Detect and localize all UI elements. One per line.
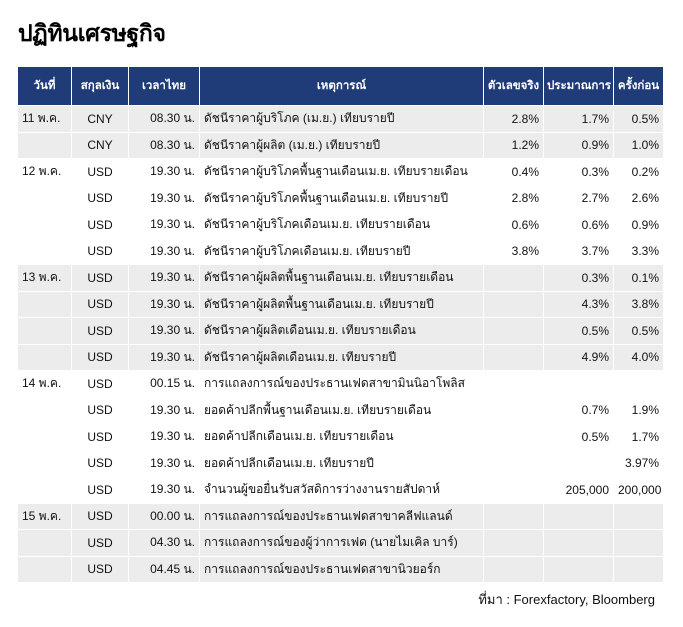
- cell-time: 04.30 น.: [128, 529, 199, 556]
- table-row: [18, 556, 663, 583]
- cell-date: [18, 423, 71, 450]
- cell-currency: USD: [71, 450, 128, 477]
- cell-forecast: 1.7%: [543, 105, 613, 132]
- cell-time: 19.30 น.: [128, 450, 199, 477]
- cell-event: ยอดค้าปลีกพื้นฐานเดือนเม.ย. เทียบรายเดือน: [199, 397, 483, 424]
- cell-previous: [613, 556, 663, 583]
- table-row: [18, 503, 663, 530]
- cell-date: [18, 185, 71, 212]
- table-row: [18, 370, 663, 397]
- cell-currency: USD: [71, 529, 128, 556]
- cell-actual: [483, 397, 543, 424]
- economic-calendar-table: [18, 67, 663, 582]
- cell-date: 15 พ.ค.: [18, 503, 71, 530]
- cell-actual: [483, 476, 543, 503]
- cell-time: 19.30 น.: [128, 317, 199, 344]
- cell-forecast: 0.3%: [543, 264, 613, 291]
- cell-event: ดัชนีราคาผู้ผลิตเดือนเม.ย. เทียบรายปี: [199, 344, 483, 371]
- cell-time: 08.30 น.: [128, 105, 199, 132]
- cell-time: 19.30 น.: [128, 397, 199, 424]
- cell-previous: 3.3%: [613, 238, 663, 265]
- cell-date: [18, 450, 71, 477]
- cell-currency: USD: [71, 556, 128, 583]
- table-row: [18, 238, 663, 265]
- cell-previous: 0.1%: [613, 264, 663, 291]
- cell-previous: 0.2%: [613, 158, 663, 185]
- cell-previous: 1.7%: [613, 423, 663, 450]
- cell-previous: 2.6%: [613, 185, 663, 212]
- cell-event: การแถลงการณ์ของประธานเฟดสาขามินนิอาโพลิส: [199, 370, 483, 397]
- cell-currency: USD: [71, 397, 128, 424]
- cell-date: [18, 397, 71, 424]
- cell-event: ดัชนีราคาผู้บริโภคพื้นฐานเดือนเม.ย. เทียบรายปี: [199, 185, 483, 212]
- cell-currency: USD: [71, 211, 128, 238]
- cell-time: 19.30 น.: [128, 158, 199, 185]
- cell-actual: [483, 344, 543, 371]
- table-row: [18, 291, 663, 318]
- cell-previous: [613, 370, 663, 397]
- table-row: [18, 132, 663, 159]
- cell-time: 19.30 น.: [128, 238, 199, 265]
- cell-actual: [483, 264, 543, 291]
- header-date: วันที่: [18, 67, 71, 105]
- table-row: [18, 476, 663, 503]
- cell-currency: USD: [71, 158, 128, 185]
- table-row: [18, 450, 663, 477]
- table-row: [18, 105, 663, 132]
- cell-actual: [483, 370, 543, 397]
- cell-currency: USD: [71, 476, 128, 503]
- cell-event: ดัชนีราคาผู้ผลิตพื้นฐานเดือนเม.ย. เทียบรายเดือน: [199, 264, 483, 291]
- cell-date: 12 พ.ค.: [18, 158, 71, 185]
- source-note: ที่มา : Forexfactory, Bloomberg: [478, 592, 655, 607]
- cell-date: [18, 238, 71, 265]
- header-previous: ครั้งก่อน: [613, 67, 663, 105]
- cell-previous: 0.5%: [613, 317, 663, 344]
- cell-forecast: 2.7%: [543, 185, 613, 212]
- cell-time: 19.30 น.: [128, 185, 199, 212]
- table-row: [18, 423, 663, 450]
- cell-event: การแถลงการณ์ของผู้ว่าการเฟด (นายไมเคิล บาร์): [199, 529, 483, 556]
- cell-currency: CNY: [71, 132, 128, 159]
- cell-event: ดัชนีราคาผู้บริโภคเดือนเม.ย. เทียบรายเดือน: [199, 211, 483, 238]
- table-row: [18, 264, 663, 291]
- header-time: เวลาไทย: [128, 67, 199, 105]
- page-title: ปฏิทินเศรษฐกิจ: [18, 20, 166, 46]
- table-row: [18, 317, 663, 344]
- cell-currency: USD: [71, 264, 128, 291]
- cell-forecast: [543, 450, 613, 477]
- cell-event: ยอดค้าปลีกเดือนเม.ย. เทียบรายปี: [199, 450, 483, 477]
- cell-currency: USD: [71, 344, 128, 371]
- cell-actual: 3.8%: [483, 238, 543, 265]
- cell-forecast: [543, 370, 613, 397]
- cell-currency: USD: [71, 185, 128, 212]
- cell-actual: 2.8%: [483, 185, 543, 212]
- cell-event: ดัชนีราคาผู้ผลิตเดือนเม.ย. เทียบรายเดือน: [199, 317, 483, 344]
- table-row: [18, 211, 663, 238]
- table-row: [18, 185, 663, 212]
- table-row: [18, 158, 663, 185]
- cell-actual: [483, 503, 543, 530]
- cell-event: ดัชนีราคาผู้บริโภคพื้นฐานเดือนเม.ย. เทียบรายเดือน: [199, 158, 483, 185]
- cell-previous: [613, 529, 663, 556]
- cell-forecast: 0.6%: [543, 211, 613, 238]
- cell-actual: [483, 291, 543, 318]
- cell-actual: [483, 317, 543, 344]
- cell-time: 19.30 น.: [128, 423, 199, 450]
- cell-previous: 1.0%: [613, 132, 663, 159]
- cell-forecast: 3.7%: [543, 238, 613, 265]
- cell-actual: [483, 450, 543, 477]
- table-header-row: [18, 67, 663, 105]
- cell-forecast: 0.5%: [543, 423, 613, 450]
- cell-date: [18, 476, 71, 503]
- cell-previous: 0.9%: [613, 211, 663, 238]
- table-row: [18, 344, 663, 371]
- cell-date: [18, 317, 71, 344]
- cell-event: ดัชนีราคาผู้บริโภคเดือนเม.ย. เทียบรายปี: [199, 238, 483, 265]
- cell-time: 19.30 น.: [128, 291, 199, 318]
- cell-time: 19.30 น.: [128, 264, 199, 291]
- cell-actual: [483, 529, 543, 556]
- cell-date: [18, 291, 71, 318]
- cell-time: 04.45 น.: [128, 556, 199, 583]
- cell-currency: USD: [71, 238, 128, 265]
- table-body: [18, 105, 663, 582]
- cell-date: [18, 529, 71, 556]
- cell-forecast: 205,000: [543, 476, 613, 503]
- cell-currency: CNY: [71, 105, 128, 132]
- cell-currency: USD: [71, 423, 128, 450]
- cell-time: 08.30 น.: [128, 132, 199, 159]
- cell-time: 19.30 น.: [128, 476, 199, 503]
- cell-date: 11 พ.ค.: [18, 105, 71, 132]
- cell-event: ยอดค้าปลีกเดือนเม.ย. เทียบรายเดือน: [199, 423, 483, 450]
- cell-currency: USD: [71, 503, 128, 530]
- cell-date: [18, 344, 71, 371]
- cell-actual: [483, 556, 543, 583]
- header-forecast: ประมาณการ: [543, 67, 613, 105]
- cell-event: ดัชนีราคาผู้ผลิตพื้นฐานเดือนเม.ย. เทียบรายปี: [199, 291, 483, 318]
- cell-forecast: [543, 503, 613, 530]
- cell-actual: [483, 423, 543, 450]
- cell-actual: 0.6%: [483, 211, 543, 238]
- cell-actual: 0.4%: [483, 158, 543, 185]
- cell-date: 13 พ.ค.: [18, 264, 71, 291]
- table-row: [18, 529, 663, 556]
- cell-forecast: 4.3%: [543, 291, 613, 318]
- cell-actual: 2.8%: [483, 105, 543, 132]
- cell-event: จำนวนผู้ขอยื่นรับสวัสดิการว่างงานรายสัปดาห์: [199, 476, 483, 503]
- cell-date: [18, 132, 71, 159]
- cell-previous: 1.9%: [613, 397, 663, 424]
- cell-date: [18, 556, 71, 583]
- cell-time: 00.00 น.: [128, 503, 199, 530]
- cell-actual: 1.2%: [483, 132, 543, 159]
- cell-event: ดัชนีราคาผู้ผลิต (เม.ย.) เทียบรายปี: [199, 132, 483, 159]
- cell-forecast: 0.5%: [543, 317, 613, 344]
- cell-previous: 4.0%: [613, 344, 663, 371]
- cell-date: 14 พ.ค.: [18, 370, 71, 397]
- cell-event: การแถลงการณ์ของประธานเฟดสาขาคลีฟแลนด์: [199, 503, 483, 530]
- cell-previous: 3.97%: [613, 450, 663, 477]
- cell-time: 19.30 น.: [128, 211, 199, 238]
- cell-previous: [613, 503, 663, 530]
- cell-time: 00.15 น.: [128, 370, 199, 397]
- header-event: เหตุการณ์: [199, 67, 483, 105]
- cell-previous: 3.8%: [613, 291, 663, 318]
- cell-currency: USD: [71, 291, 128, 318]
- cell-forecast: 4.9%: [543, 344, 613, 371]
- cell-previous: 0.5%: [613, 105, 663, 132]
- cell-forecast: 0.9%: [543, 132, 613, 159]
- header-currency: สกุลเงิน: [71, 67, 128, 105]
- table-row: [18, 397, 663, 424]
- cell-forecast: [543, 529, 613, 556]
- cell-event: การแถลงการณ์ของประธานเฟดสาขานิวยอร์ก: [199, 556, 483, 583]
- cell-event: ดัชนีราคาผู้บริโภค (เม.ย.) เทียบรายปี: [199, 105, 483, 132]
- cell-previous: 200,000: [613, 476, 663, 503]
- cell-forecast: 0.7%: [543, 397, 613, 424]
- cell-forecast: 0.3%: [543, 158, 613, 185]
- cell-currency: USD: [71, 317, 128, 344]
- header-actual: ตัวเลขจริง: [483, 67, 543, 105]
- cell-time: 19.30 น.: [128, 344, 199, 371]
- cell-date: [18, 211, 71, 238]
- cell-forecast: [543, 556, 613, 583]
- cell-currency: USD: [71, 370, 128, 397]
